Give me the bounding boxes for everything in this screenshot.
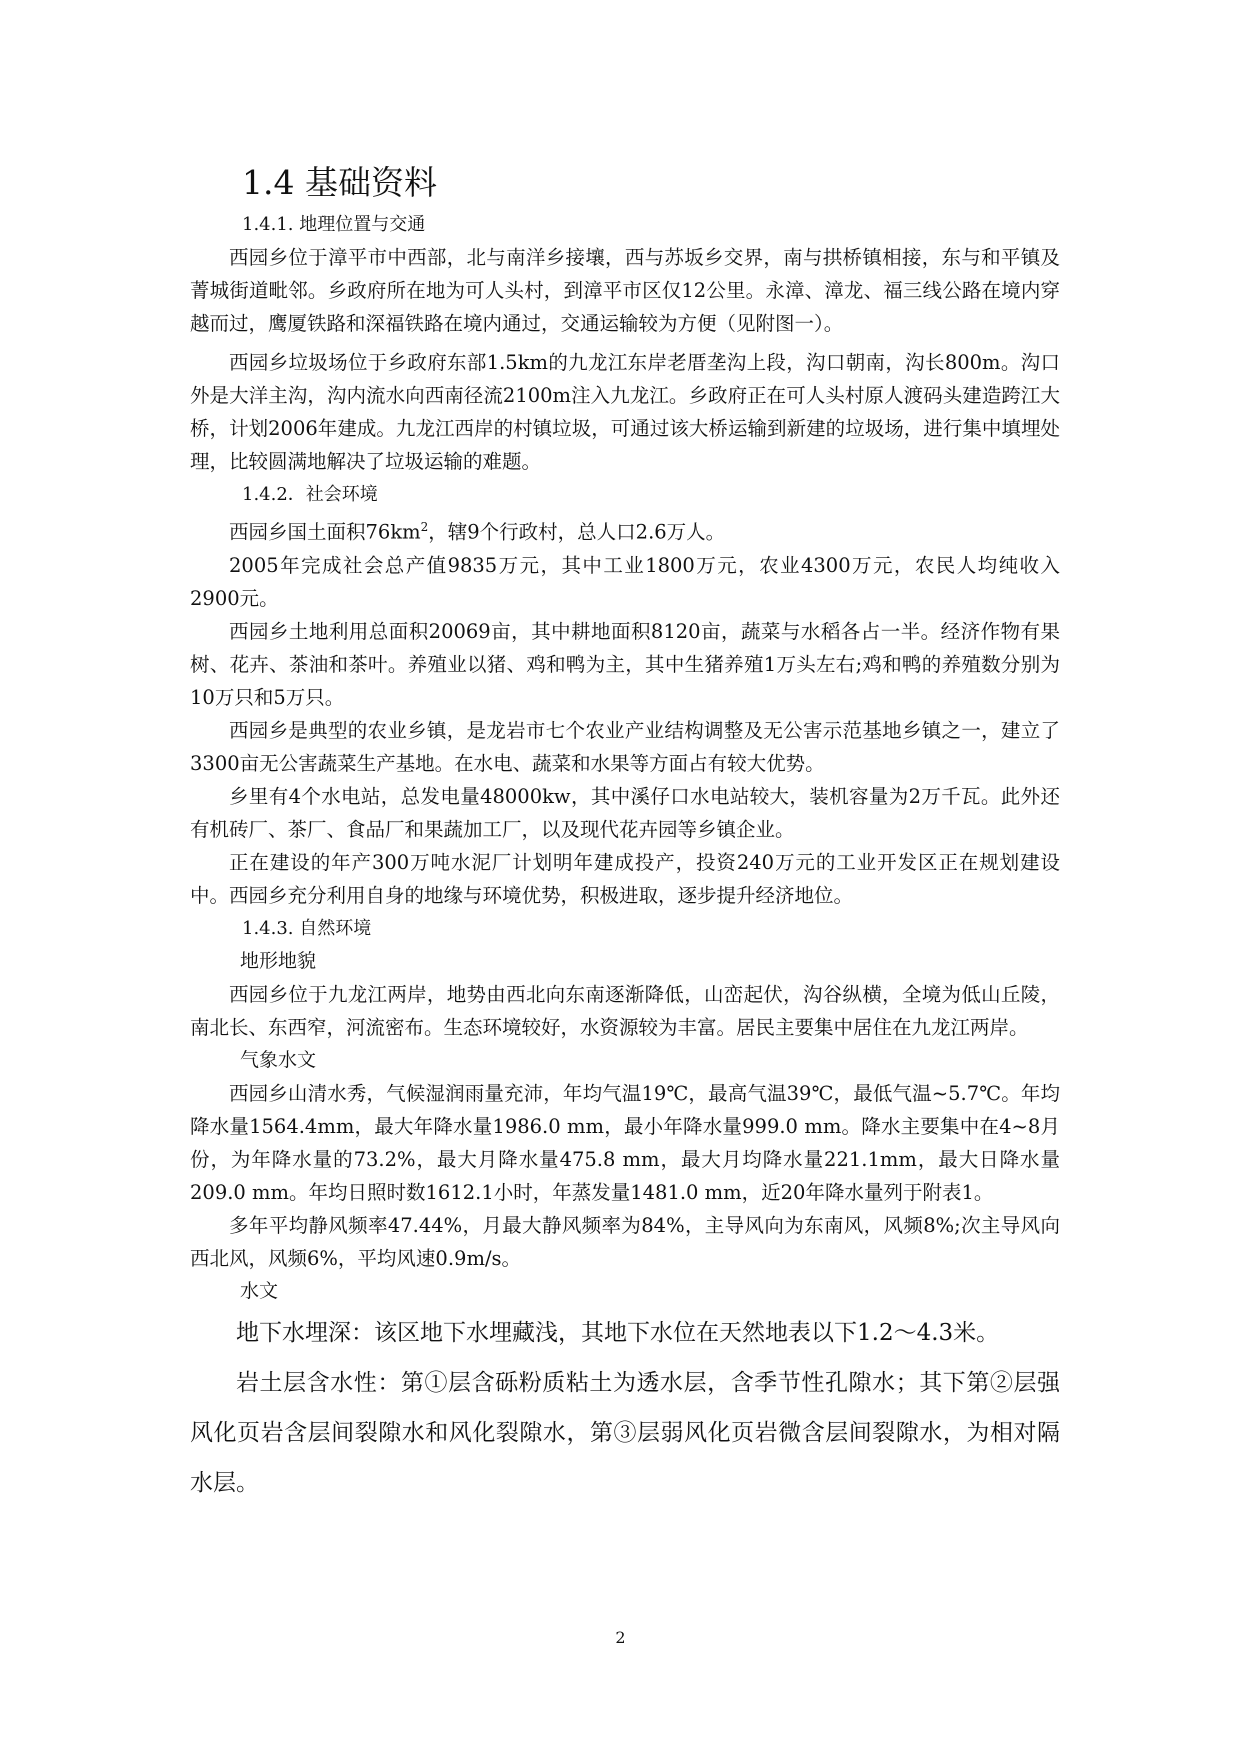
- paragraph-hydropower: 乡里有4个水电站，总发电量48000kw，其中溪仔口水电站较大，装机容量为2万千瓦。此外还有机砖厂、茶厂、食品厂和果蔬加工厂，以及现代花卉园等乡镇企业。: [190, 784, 1060, 841]
- label-hydrology: 水文: [240, 1279, 279, 1302]
- paragraph-location: 西园乡位于漳平市中西部，北与南洋乡接壤，西与苏坂乡交界，南与拱桥镇相接，东与和平镇及菁城街道毗邻。乡政府所在地为可人头村，到漳平市区仅12公里。永漳、漳龙、福三线公路在境内穿越而过，鹰厦铁路和深福铁路在境内通过，交通运输较为方便（见附图一）。: [190, 246, 1060, 335]
- paragraph-terrain: 西园乡位于九龙江两岸，地势由西北向东南逐渐降低，山峦起伏，沟谷纵横，全境为低山丘陵，南北长、东西窄，河流密布。生态环境较好，水资源较为丰富。居民主要集中居住在九龙江两岸。: [190, 982, 1060, 1039]
- label-climate: 气象水文: [240, 1048, 317, 1071]
- label-terrain: 地形地貌: [240, 949, 317, 972]
- paragraph-output-value: 2005年完成社会总产值9835万元，其中工业1800万元，农业4300万元，农民人均纯收入2900元。: [190, 553, 1060, 610]
- paragraph-groundwater-depth: 地下水埋深：该区地下水埋藏浅，其地下水位在天然地表以下1.2～4.3米。: [236, 1319, 1000, 1346]
- subsection-heading-1-4-1: 1.4.1. 地理位置与交通: [242, 214, 426, 235]
- subsection-heading-1-4-2: 1.4.2．社会环境: [242, 484, 378, 505]
- area-superscript: 2: [420, 520, 429, 534]
- paragraph-area-population: [190, 511, 1060, 549]
- paragraph-wind: 多年平均静风频率47.44%，月最大静风频率为84%，主导风向为东南风，风频8%;次主导风向西北风，风频6%，平均风速0.9m/s。: [190, 1213, 1060, 1270]
- area-text: 西园乡国土面积76km: [229, 520, 421, 544]
- page-content: [190, 158, 1060, 1508]
- page-number: 2: [615, 1628, 626, 1647]
- paragraph-land-use: 西园乡土地利用总面积20069亩，其中耕地面积8120亩，蔬菜与水稻各占一半。经济作物有果树、花卉、茶油和茶叶。养殖业以猪、鸡和鸭为主，其中生猪养殖1万头左右;鸡和鸭的养殖数分别为10万只和5万只。: [190, 619, 1060, 709]
- paragraph-water-bearing-layers: 岩土层含水性：第①层含砾粉质粘土为透水层，含季节性孔隙水；其下第②层强风化页岩含层间裂隙水和风化裂隙水，第③层弱风化页岩微含层间裂隙水，为相对隔水层。: [190, 1369, 1060, 1496]
- section-title: 1.4 基础资料: [242, 163, 437, 202]
- paragraph-development: 正在建设的年产300万吨水泥厂计划明年建成投产，投资240万元的工业开发区正在规划建设中。西园乡充分利用自身的地缘与环境优势，积极进取，逐步提升经济地位。: [190, 850, 1060, 907]
- paragraph-agriculture: 西园乡是典型的农业乡镇，是龙岩市七个农业产业结构调整及无公害示范基地乡镇之一，建立了3300亩无公害蔬菜生产基地。在水电、蔬菜和水果等方面占有较大优势。: [190, 718, 1060, 775]
- population-text: ，辖9个行政村，总人口2.6万人。: [428, 520, 726, 544]
- subsection-heading-1-4-3: 1.4.3. 自然环境: [242, 917, 372, 939]
- paragraph-landfill-site: 西园乡垃圾场位于乡政府东部1.5km的九龙江东岸老厝垄沟上段，沟口朝南，沟长800m。沟口外是大洋主沟，沟内流水向西南径流2100m注入九龙江。乡政府正在可人头村原人渡码头建造跨江大桥，计划2006年建成。九龙江西岸的村镇垃圾，可通过该大桥运输到新建的垃圾场，进行集中填埋处理，比较圆满地解决了垃圾运输的难题。: [190, 351, 1060, 473]
- paragraph-climate: 西园乡山清水秀，气候湿润雨量充沛，年均气温19℃，最高气温39℃，最低气温~5.7℃。年均降水量1564.4mm，最大年降水量1986.0 mm，最小年降水量999.0 mm。降水主要集中在4~8月份，为年降水量的73.2%，最大月降水量475.8 mm，最大月均降水量221.1mm，最大日降水量209.0 mm。年均日照时数1612.1小时，年蒸发量1481.0 mm，近20年降水量列于附表1。: [190, 1081, 1060, 1204]
